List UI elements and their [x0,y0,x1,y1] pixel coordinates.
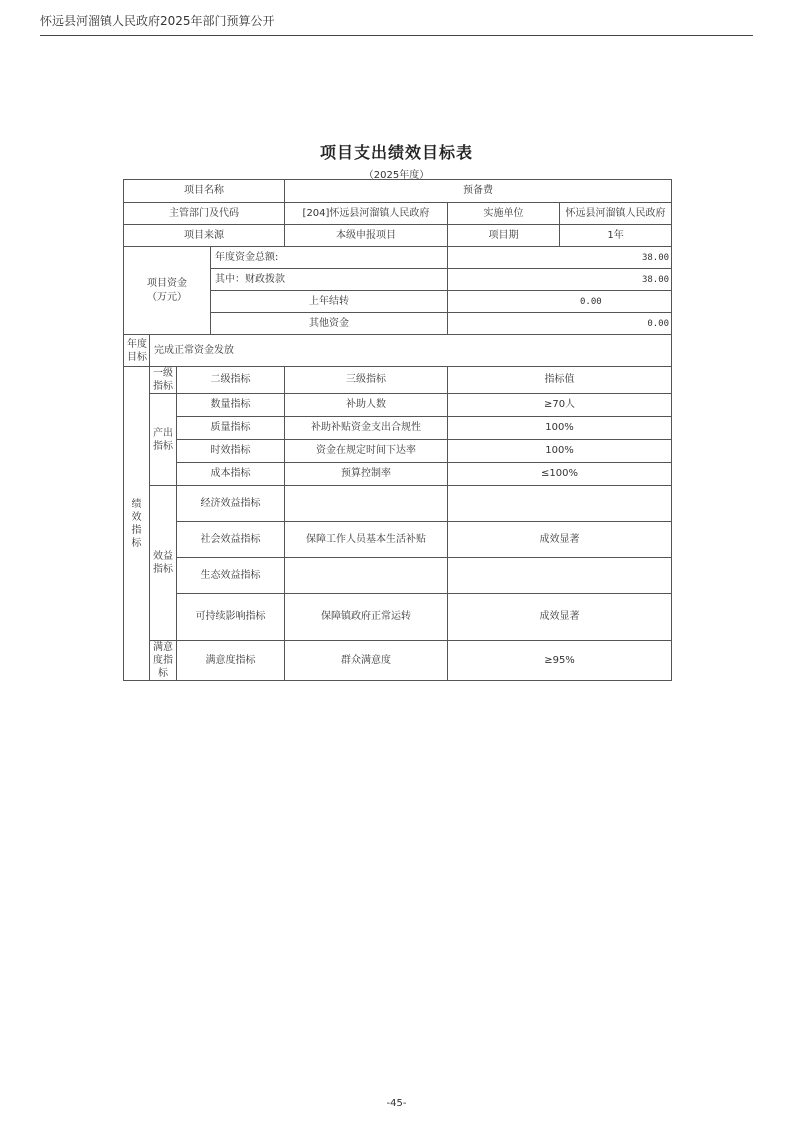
level3-header: 三级指标 [285,367,448,394]
table-row [124,641,672,681]
output-level3: 预算控制率 [285,463,448,486]
output-indicator-label [150,394,177,486]
satisfaction-level2: 满意度指标 [177,641,285,681]
benefit-level2: 社会效益指标 [177,522,285,558]
benefit-level2: 可持续影响指标 [177,594,285,641]
source-label: 项目来源 [124,225,285,247]
table-row [124,367,672,394]
benefit-value [448,558,672,594]
table-row [124,394,672,417]
table-row [124,522,672,558]
level2-header: 二级指标 [177,367,285,394]
impl-value: 怀远县河溜镇人民政府 [560,203,672,225]
output-level2: 质量指标 [177,417,285,440]
impl-label: 实施单位 [448,203,560,225]
table-row [124,335,672,367]
satisfaction-value: ≥95% [448,641,672,681]
table-row [124,225,672,247]
output-indicator-label-text: 产出指标 [153,427,173,452]
annual-goal-label [124,335,150,367]
table-row [124,247,672,269]
output-level2: 数量指标 [177,394,285,417]
fiscal-funds-label: 其中：财政拨款 [211,269,448,291]
fiscal-funds-value: 38.00 [448,269,672,291]
satisfaction-level3: 群众满意度 [285,641,448,681]
level1-header [150,367,177,394]
period-value: 1年 [560,225,672,247]
page-number: -45- [386,1098,407,1109]
table-row [124,417,672,440]
output-level3: 资金在规定时间下达率 [285,440,448,463]
benefit-level3 [285,486,448,522]
other-funds-label: 其他资金 [211,313,448,335]
satisfaction-indicator-label [150,641,177,681]
fiscal-year: （2025年度） [363,170,430,181]
table-row [124,463,672,486]
benefit-indicator-label-text: 效益指标 [153,551,173,575]
source-value: 本级申报项目 [285,225,448,247]
value-header: 指标值 [448,367,672,394]
table-row [124,486,672,522]
dept-value: [204]怀远县河溜镇人民政府 [285,203,448,225]
level1-header-text: 一级指标 [153,368,173,392]
output-value: 100% [448,417,672,440]
project-name-value: 预备费 [285,180,672,203]
benefit-value: 成效显著 [448,594,672,641]
output-value: ≤100% [448,463,672,486]
benefit-level3: 保障镇政府正常运转 [285,594,448,641]
benefit-level3: 保障工作人员基本生活补贴 [285,522,448,558]
table-row [124,180,672,203]
carryover-funds-value: 0.00 [448,291,672,313]
output-level2: 时效指标 [177,440,285,463]
other-funds-value: 0.00 [448,313,672,335]
table-row [124,594,672,641]
total-funds-label: 年度资金总额: [211,247,448,269]
carryover-funds-label: 上年结转 [211,291,448,313]
period-label: 项目期 [448,225,560,247]
benefit-level2: 生态效益指标 [177,558,285,594]
funds-label [124,247,211,335]
annual-goal-value: 完成正常资金发放 [150,335,672,367]
table-row [124,558,672,594]
perf-indicator-label-text: 绩效指标 [131,498,142,549]
total-funds-value: 38.00 [448,247,672,269]
table-row [124,203,672,225]
output-level3: 补助补贴资金支出合规性 [285,417,448,440]
benefit-indicator-label [150,486,177,641]
page-title: 项目支出绩效目标表 [319,143,473,162]
dept-label: 主管部门及代码 [124,203,285,225]
benefit-value [448,486,672,522]
output-level2: 成本指标 [177,463,285,486]
benefit-level2: 经济效益指标 [177,486,285,522]
project-name-label: 项目名称 [124,180,285,203]
funds-label-text: 项目资金（万元） [147,277,187,303]
benefit-value: 成效显著 [448,522,672,558]
benefit-level3 [285,558,448,594]
page-header: 怀远县河溜镇人民政府2025年部门预算公开 [40,12,753,36]
annual-goal-label-text: 年度目标 [127,338,147,363]
output-value: ≥70人 [448,394,672,417]
performance-target-table [123,179,672,681]
perf-indicator-label [124,367,150,681]
output-level3: 补助人数 [285,394,448,417]
satisfaction-indicator-label-text: 满意度指标 [153,642,173,679]
table-row [124,440,672,463]
output-value: 100% [448,440,672,463]
